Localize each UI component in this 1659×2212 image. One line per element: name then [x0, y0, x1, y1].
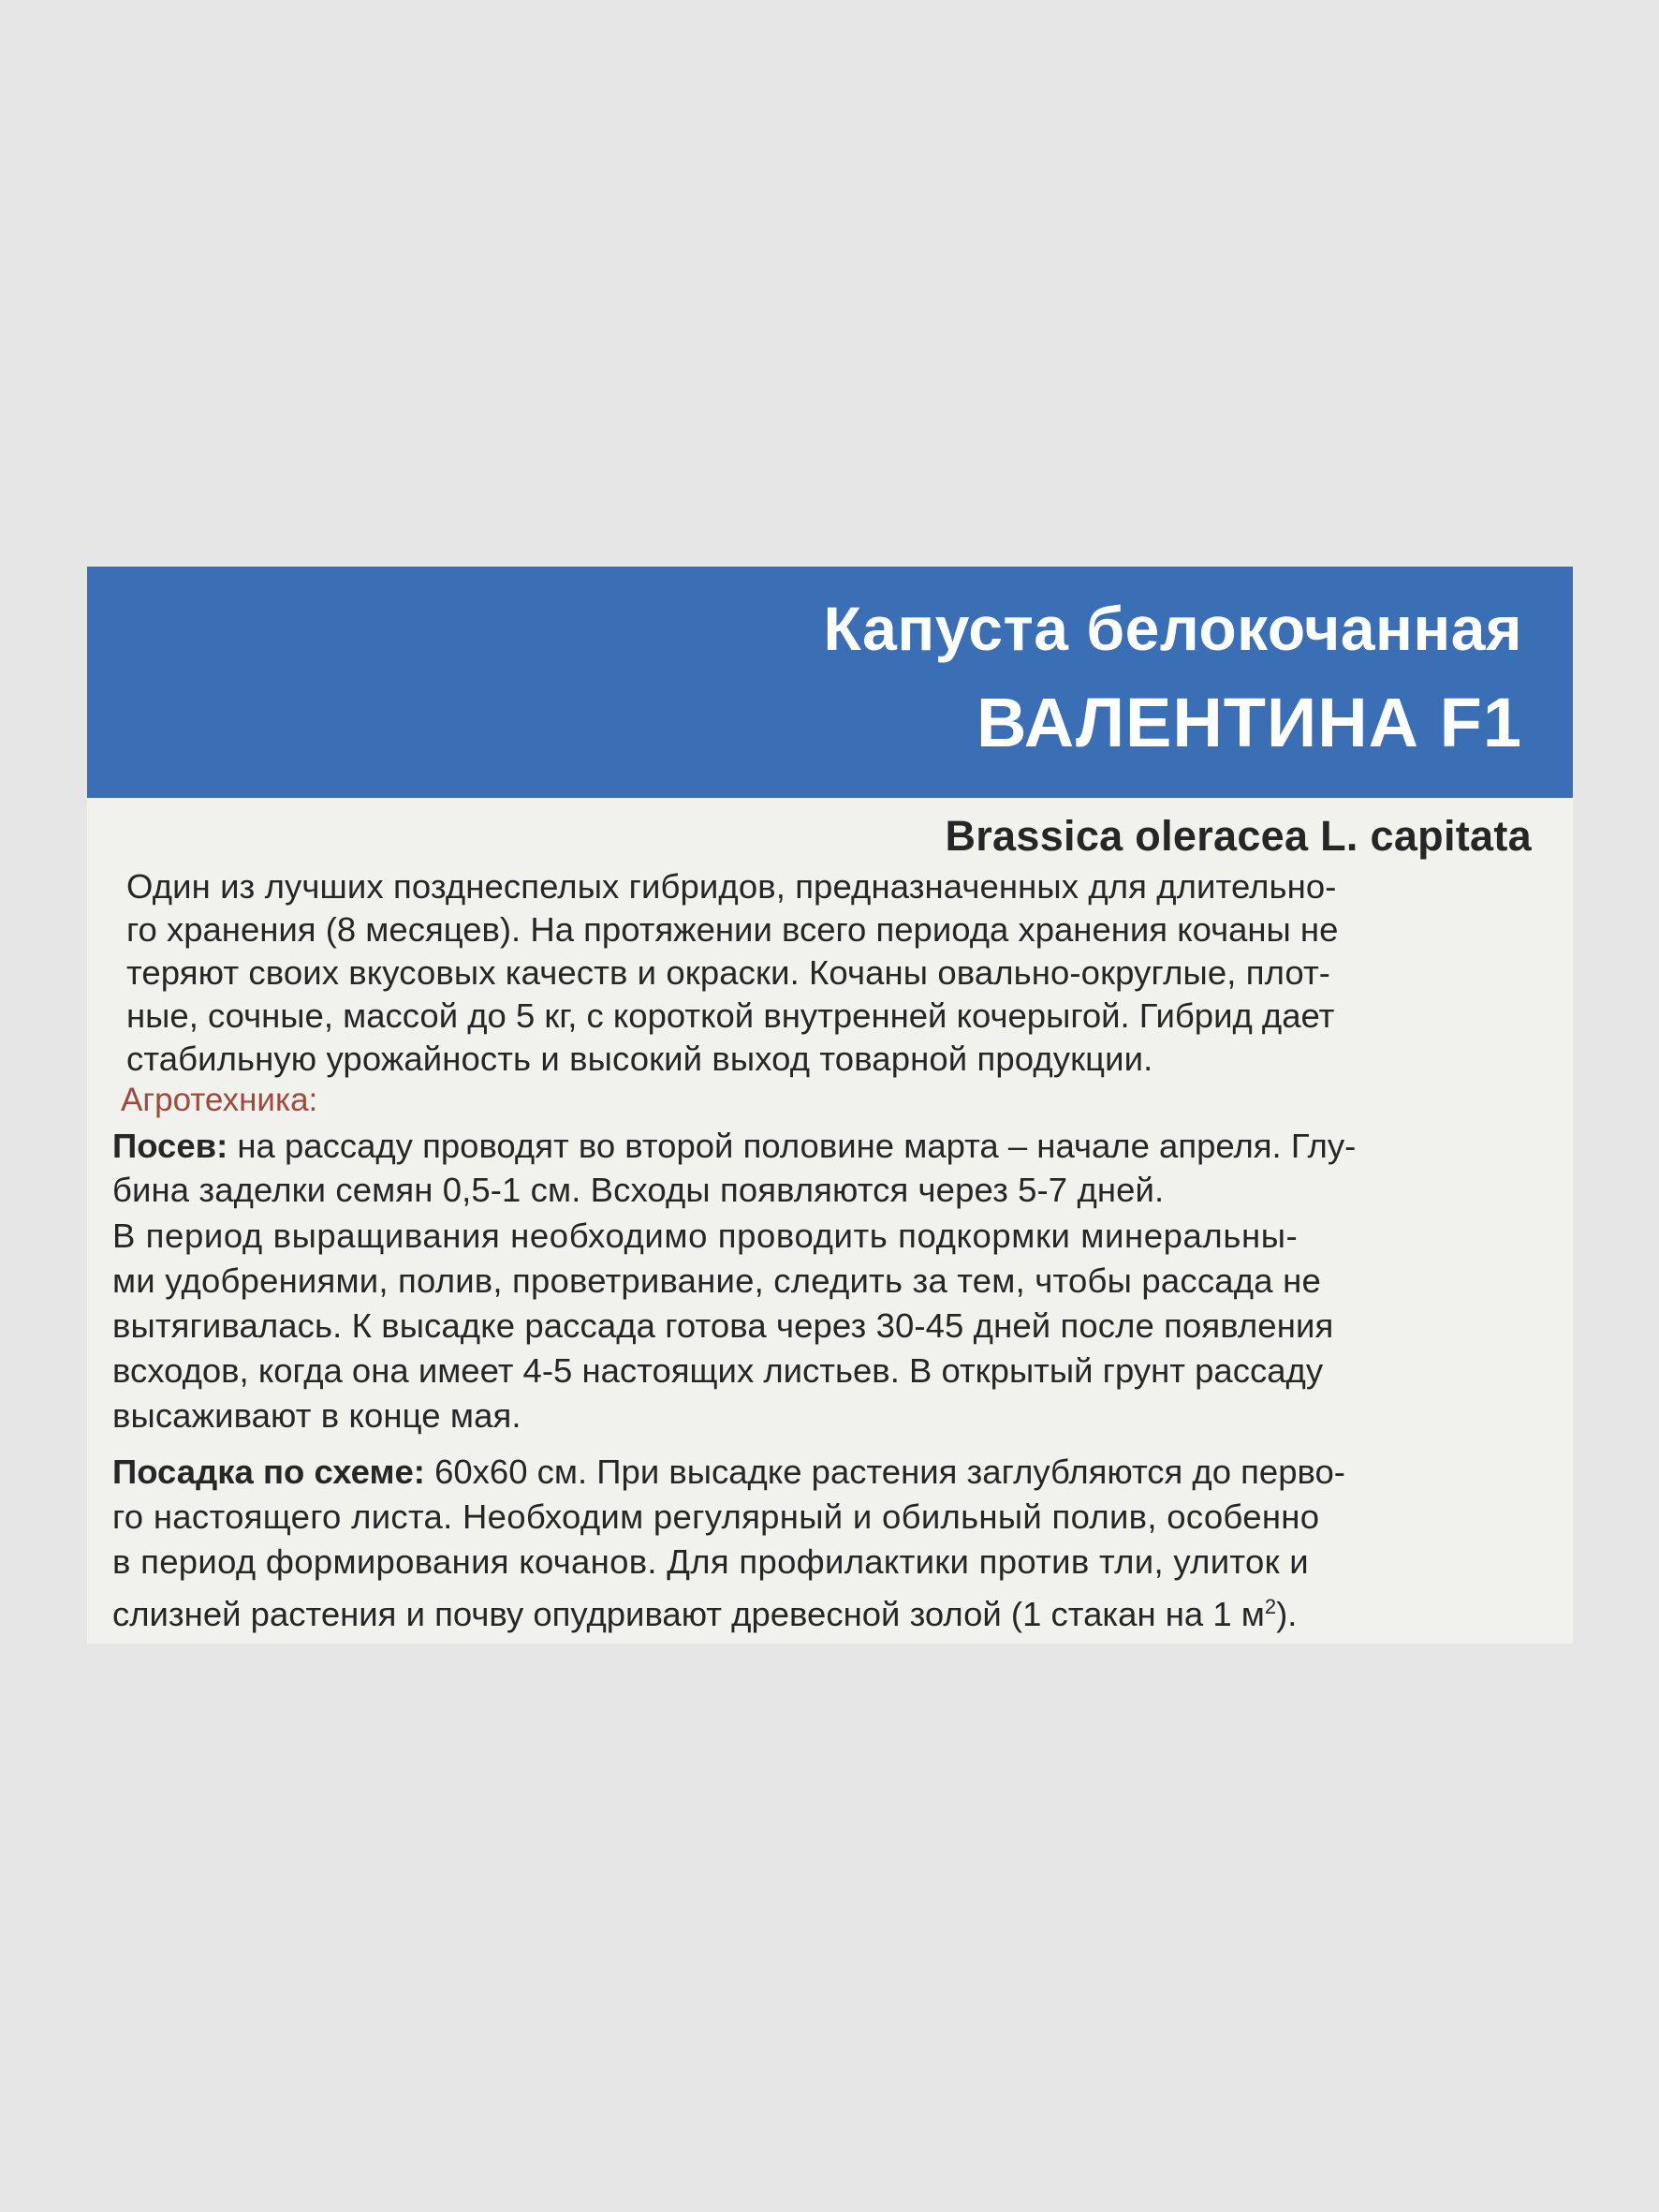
- planting-line: [112, 1585, 1297, 1636]
- variety-name-title: ВАЛЕНТИНА F1: [976, 684, 1522, 761]
- description-line: теряют своих вкусовых качеств и окраски. Кочаны овально-округлые, плот-: [126, 953, 1331, 992]
- planting-last-end: ).: [1276, 1595, 1298, 1634]
- planting-line-text: 60х60 см. При высадке растения заглубляются до перво-: [424, 1453, 1345, 1491]
- latin-name: Brassica oleracea L. capitata: [945, 812, 1532, 860]
- sowing-line: высаживают в конце мая.: [112, 1396, 521, 1435]
- planting-last-text: слизней растения и почву опудривают древесной золой (1 стакан на 1 м: [112, 1595, 1265, 1634]
- sowing-line-text: на рассаду проводят во второй половине марта – начале апреля. Глу-: [228, 1127, 1357, 1165]
- sowing-line: всходов, когда она имеет 4-5 настоящих листьев. В открытый грунт рассаду: [112, 1351, 1324, 1390]
- sowing-line: [112, 1125, 1356, 1168]
- planting-line: [112, 1451, 1345, 1494]
- description-line: Один из лучших позднеспелых гибридов, предназначенных для длительно-: [126, 867, 1337, 906]
- description-line: го хранения (8 месяцев). На протяжении всего периода хранения кочаны не: [126, 910, 1339, 949]
- planting-line: в период формирования кочанов. Для профилактики против тли, улиток и: [112, 1542, 1309, 1581]
- agrotechnics-heading: Агротехника:: [121, 1082, 318, 1118]
- seed-packet-label: [87, 567, 1573, 1644]
- product-type-title: Капуста белокочанная: [823, 594, 1522, 663]
- description-line: ные, сочные, массой до 5 кг, с короткой внутренней кочерыгой. Гибрид дает: [126, 996, 1335, 1035]
- sowing-line: вытягивалась. К высадке рассада готова через 30-45 дней после появления: [112, 1306, 1334, 1345]
- planting-line: го настоящего листа. Необходим регулярный и обильный полив, особенно: [112, 1497, 1320, 1536]
- sowing-line: ми удобрениями, полив, проветривание, следить за тем, чтобы рассада не: [112, 1261, 1321, 1300]
- planting-label: Посадка по схеме:: [112, 1453, 425, 1491]
- sowing-line: В период выращивания необходимо проводить подкормки минеральны-: [112, 1217, 1299, 1255]
- description-line: стабильную урожайность и высокий выход товарной продукции.: [126, 1040, 1153, 1078]
- square-superscript: 2: [1264, 1595, 1277, 1618]
- sowing-line: бина заделки семян 0,5-1 см. Всходы появляются через 5-7 дней.: [112, 1171, 1165, 1209]
- header-banner: [87, 567, 1573, 798]
- sowing-label: Посев:: [112, 1127, 228, 1165]
